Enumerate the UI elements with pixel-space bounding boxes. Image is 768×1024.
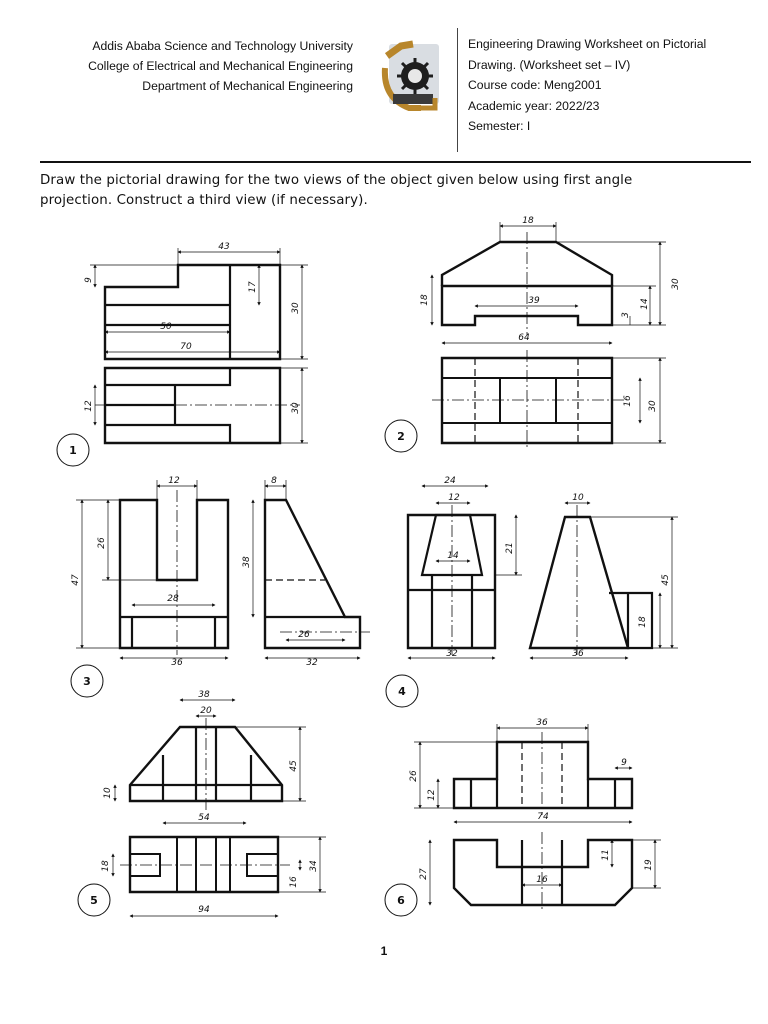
- problem-3-number: 3: [83, 675, 91, 688]
- p5-dim-label: 10: [103, 787, 113, 799]
- worksheet-title-line2: Drawing. (Worksheet set – IV): [468, 57, 631, 72]
- p5-dim-label: 34: [309, 860, 319, 872]
- department-name: Department of Mechanical Engineering: [142, 79, 353, 93]
- p1-dim-label: 17: [248, 281, 258, 293]
- p6-dim-label: 19: [644, 859, 654, 871]
- problem-1-drawing: [57, 248, 308, 466]
- problem-6-drawing: [385, 724, 661, 916]
- p5-dim-label: 45: [289, 760, 299, 772]
- p3-dim-label: 32: [306, 658, 318, 668]
- problem-5-number: 5: [90, 894, 98, 907]
- p3-dim-label: 47: [71, 574, 81, 586]
- problem-4-number: 4: [398, 685, 406, 698]
- p1-dim-label: 43: [218, 242, 230, 252]
- p4-dim-label: 10: [572, 493, 584, 503]
- p3-dim-label: 12: [168, 476, 180, 486]
- p5-dim-label: 38: [198, 690, 210, 700]
- p4-dim-label: 21: [505, 542, 515, 554]
- p3-dim-label: 28: [167, 594, 179, 604]
- page-number: 1: [380, 944, 388, 958]
- p1-dim-label: 30: [291, 402, 301, 414]
- p5-dim-label: 94: [198, 905, 210, 915]
- worksheet-title-line1: Engineering Drawing Worksheet on Pictorial: [468, 37, 707, 51]
- problem-3-drawing: [71, 480, 370, 697]
- university-name: Addis Ababa Science and Technology University: [92, 39, 353, 53]
- instruction-line1: Draw the pictorial drawing for the two views of the object given below using first angle: [40, 173, 633, 188]
- p1-dim-label: 70: [180, 342, 192, 352]
- p4-dim-label: 45: [661, 574, 671, 586]
- p3-dim-label: 38: [242, 556, 252, 568]
- p3-dim-label: 36: [171, 658, 183, 668]
- p2-dim-label: 30: [671, 278, 681, 290]
- p2-dim-label: 30: [648, 400, 658, 412]
- p2-dim-label: 14: [640, 298, 650, 310]
- p3-dim-label: 26: [298, 630, 310, 640]
- p3-dim-label: 26: [97, 537, 107, 549]
- p4-dim-label: 14: [447, 551, 459, 561]
- p6-dim-label: 9: [621, 758, 627, 768]
- p4-dim-label: 32: [446, 649, 458, 659]
- p1-dim-label: 12: [84, 400, 94, 412]
- academic-year: Academic year: 2022/23: [468, 98, 600, 113]
- p4-dim-label: 12: [448, 493, 460, 503]
- p6-dim-label: 26: [409, 770, 419, 782]
- p1-dim-label: 9: [84, 277, 94, 283]
- p2-dim-label: 3: [621, 312, 631, 318]
- problem-1-number: 1: [69, 444, 77, 457]
- p6-dim-label: 74: [537, 812, 549, 822]
- problem-2-number: 2: [397, 430, 405, 443]
- p6-dim-label: 16: [536, 875, 548, 885]
- p5-dim-label: 54: [198, 813, 210, 823]
- problem-6-number: 6: [397, 894, 405, 907]
- p5-dim-label: 20: [200, 706, 212, 716]
- college-name: College of Electrical and Mechanical Engineering: [88, 59, 353, 73]
- course-code: Course code: Meng2001: [468, 78, 602, 92]
- p1-dim-label: 30: [291, 302, 301, 314]
- p4-dim-label: 24: [444, 476, 456, 486]
- semester: Semester: I: [468, 119, 531, 133]
- p5-dim-label: 18: [101, 860, 111, 872]
- p2-dim-label: 18: [522, 216, 534, 226]
- p6-dim-label: 11: [601, 849, 611, 861]
- p1-dim-label: 50: [160, 322, 172, 332]
- p3-dim-label: 8: [271, 476, 277, 486]
- p2-dim-label: 18: [420, 294, 430, 306]
- p5-dim-label: 16: [289, 876, 299, 888]
- p4-dim-label: 18: [638, 616, 648, 628]
- p6-dim-label: 12: [427, 789, 437, 801]
- p6-dim-label: 27: [419, 868, 429, 880]
- p4-dim-label: 36: [572, 649, 584, 659]
- p2-dim-label: 39: [528, 296, 540, 306]
- p6-dim-label: 36: [536, 718, 548, 728]
- instruction-line2: projection. Construct a third view (if necessary).: [40, 193, 368, 208]
- problem-4-drawing: [386, 486, 678, 707]
- p2-dim-label: 16: [623, 395, 633, 407]
- p2-dim-label: 64: [518, 333, 530, 343]
